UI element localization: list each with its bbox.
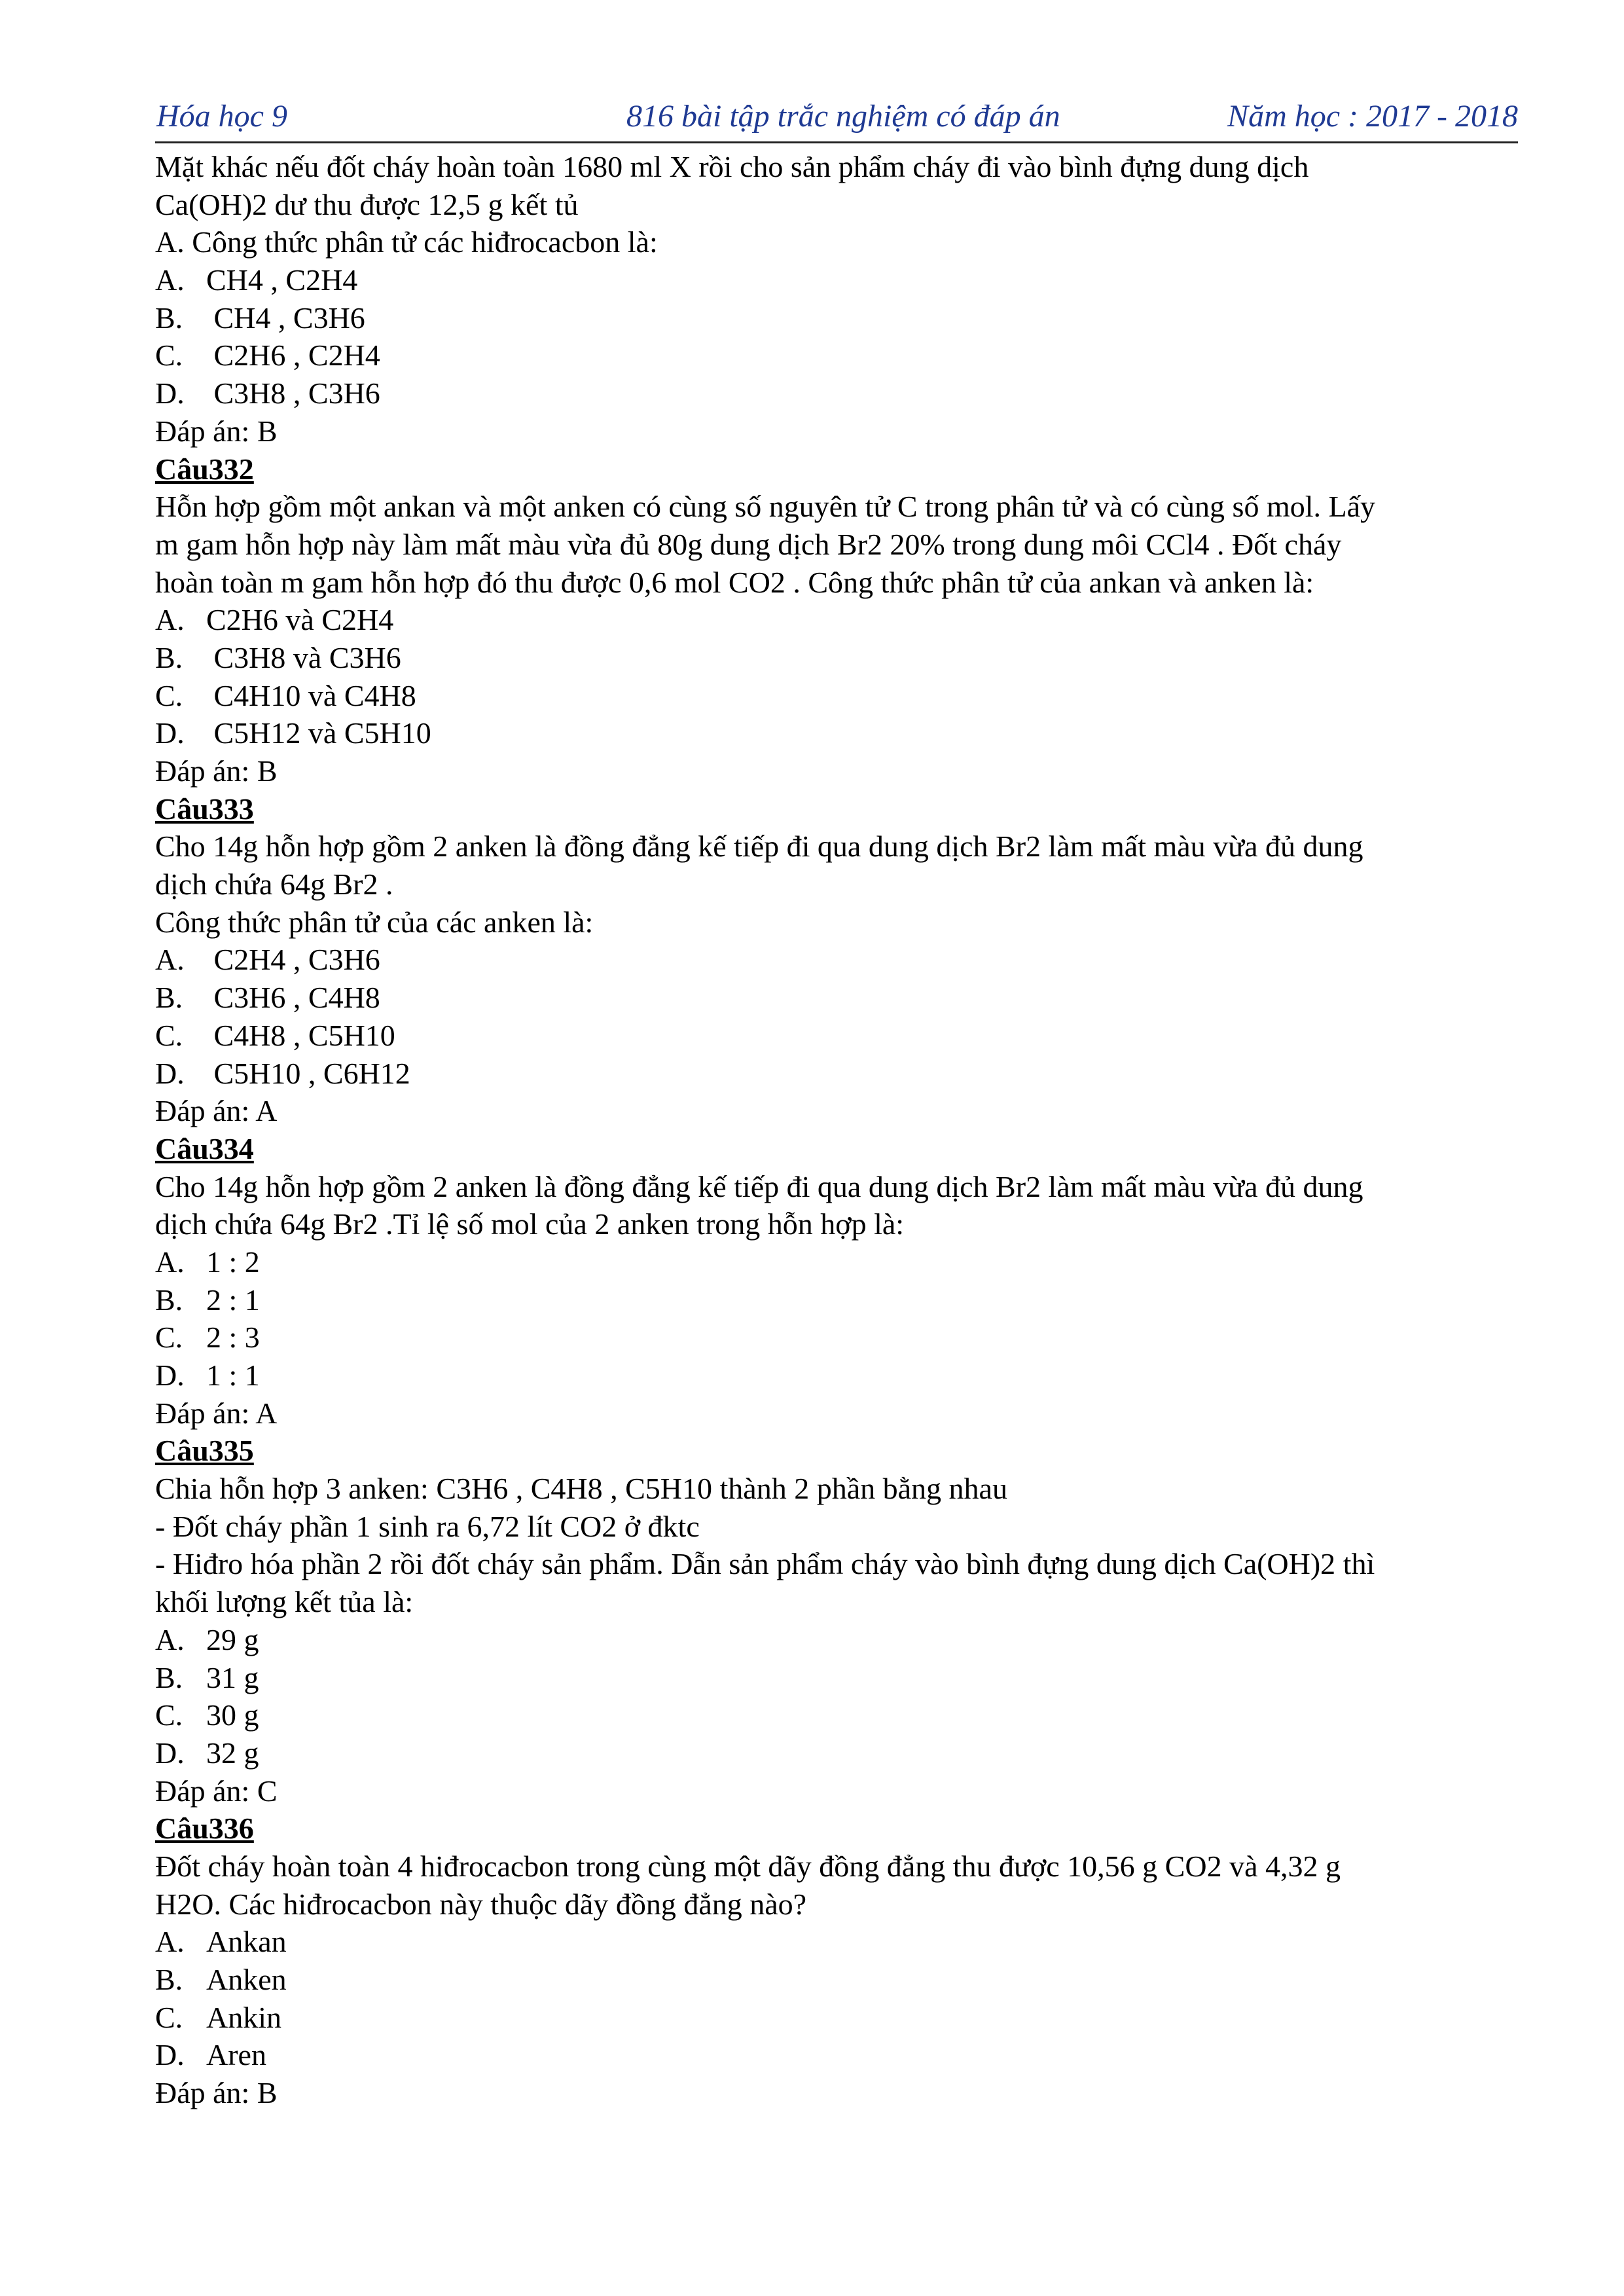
answer-option — [155, 677, 1536, 715]
answer-option — [155, 2036, 1536, 2074]
question-text-line: - Đốt cháy phần 1 sinh ra 6,72 lít CO2 ở đktc — [155, 1509, 700, 1543]
question-334 — [155, 1130, 1536, 1432]
question-335 — [155, 1432, 1536, 1810]
option-text: 29 g — [206, 1622, 259, 1656]
answer-option — [155, 1999, 1536, 2037]
question-title: Câu332 — [155, 452, 254, 486]
header-school-year: Năm học : 2017 - 2018 — [1227, 99, 1518, 134]
answer-option — [155, 1923, 1536, 1961]
answer-key: Đáp án: B — [155, 754, 278, 788]
question-continuation — [155, 148, 1536, 450]
question-text-line: H2O. Các hiđrocacbon này thuộc dãy đồng đẳng nào? — [155, 1887, 807, 1921]
option-text: C2H6 và C2H4 — [206, 603, 394, 637]
answer-option — [155, 299, 1536, 337]
option-label: B. — [155, 1660, 183, 1694]
option-text: 2 : 3 — [206, 1321, 260, 1355]
option-text: C2H6 , C2H4 — [206, 338, 380, 373]
option-text: 2 : 1 — [206, 1283, 260, 1317]
answer-key: Đáp án: B — [155, 414, 278, 448]
option-text: 1 : 1 — [206, 1358, 260, 1392]
question-text-line: Cho 14g hỗn hợp gồm 2 anken là đồng đẳng kế tiếp đi qua dung dịch Br2 làm mất màu vừa đủ dung — [155, 1169, 1363, 1203]
question-text-line: m gam hỗn hợp này làm mất màu vừa đủ 80g dung dịch Br2 20% trong dung môi CCl4 . Đốt cháy — [155, 527, 1342, 561]
option-text: 30 g — [206, 1698, 259, 1732]
header-subject: Hóa học 9 — [156, 99, 287, 134]
option-text: Ankan — [206, 1925, 287, 1959]
option-text: C2H4 , C3H6 — [206, 943, 380, 977]
option-text: C3H8 và C3H6 — [206, 640, 401, 674]
question-text-line: Mặt khác nếu đốt cháy hoàn toàn 1680 ml X rồi cho sản phẩm cháy đi vào bình đựng dung dịch — [155, 150, 1309, 183]
option-label: C. — [155, 678, 183, 712]
answer-option — [155, 261, 1536, 299]
option-label: B. — [155, 1283, 183, 1317]
option-text: CH4 , C2H4 — [206, 263, 358, 297]
answer-option — [155, 1357, 1536, 1394]
answer-option — [155, 714, 1536, 752]
page-header — [155, 92, 1518, 143]
option-label: A. — [155, 1622, 185, 1656]
answer-key: Đáp án: C — [155, 1774, 278, 1808]
option-text: Ankin — [206, 2000, 281, 2034]
answer-option — [155, 1696, 1536, 1734]
answer-key: Đáp án: A — [155, 1396, 278, 1430]
question-text-line: Công thức phân tử của các anken là: — [155, 905, 594, 939]
option-label: C. — [155, 1018, 183, 1052]
question-text-line: A. Công thức phân tử các hiđrocacbon là: — [155, 225, 658, 259]
question-text-line: Chia hỗn hợp 3 anken: C3H6 , C4H8 , C5H10 thành 2 phần bằng nhau — [155, 1472, 1007, 1506]
option-text: 31 g — [206, 1660, 259, 1694]
option-text: C4H10 và C4H8 — [206, 678, 416, 712]
option-text: 1 : 2 — [206, 1245, 260, 1279]
question-text-line: Hỗn hợp gồm một ankan và một anken có cùng số nguyên tử C trong phân tử và có cùng số mol. Lấy — [155, 490, 1376, 524]
option-text: 32 g — [206, 1736, 259, 1770]
answer-key: Đáp án: A — [155, 1094, 278, 1128]
answer-option — [155, 941, 1536, 979]
option-label: D. — [155, 2038, 185, 2072]
question-title: Câu336 — [155, 1812, 254, 1846]
answer-option — [155, 1281, 1536, 1319]
option-text: C5H12 và C5H10 — [206, 716, 431, 750]
option-label: A. — [155, 1245, 185, 1279]
question-text-line: Đốt cháy hoàn toàn 4 hiđrocacbon trong cùng một dãy đồng đẳng thu được 10,56 g CO2 và 4,32 g — [155, 1849, 1341, 1883]
answer-key: Đáp án: B — [155, 2076, 278, 2110]
option-label: C. — [155, 338, 183, 373]
header-book-title: 816 bài tập trắc nghiệm có đáp án — [626, 99, 1060, 134]
option-text: C3H8 , C3H6 — [206, 376, 380, 410]
question-text-line: dịch chứa 64g Br2 . — [155, 867, 393, 902]
option-label: B. — [155, 301, 183, 335]
answer-option — [155, 1961, 1536, 1999]
option-label: D. — [155, 716, 185, 750]
answer-option — [155, 1017, 1536, 1055]
question-text-line: hoàn toàn m gam hỗn hợp đó thu được 0,6 mol CO2 . Công thức phân tử của ankan và anken là: — [155, 565, 1314, 599]
option-text: C5H10 , C6H12 — [206, 1056, 410, 1090]
option-label: D. — [155, 1736, 185, 1770]
option-label: A. — [155, 1925, 185, 1959]
answer-option — [155, 1319, 1536, 1357]
option-label: A. — [155, 943, 185, 977]
question-title: Câu333 — [155, 792, 254, 826]
answer-option — [155, 601, 1536, 639]
option-label: D. — [155, 376, 185, 410]
answer-option — [155, 1659, 1536, 1697]
question-333 — [155, 790, 1536, 1130]
option-label: C. — [155, 2000, 183, 2034]
answer-option — [155, 639, 1536, 677]
question-title: Câu334 — [155, 1131, 254, 1165]
document-body — [155, 148, 1536, 2112]
option-label: B. — [155, 1963, 183, 1996]
option-label: B. — [155, 981, 183, 1015]
answer-option — [155, 979, 1536, 1017]
option-text: C3H6 , C4H8 — [206, 981, 380, 1015]
question-336 — [155, 1810, 1536, 2112]
question-text-line: Ca(OH)2 dư thu được 12,5 g kết tủ — [155, 187, 579, 221]
option-label: C. — [155, 1698, 183, 1732]
option-label: A. — [155, 263, 185, 297]
option-label: C. — [155, 1321, 183, 1355]
option-text: CH4 , C3H6 — [206, 301, 365, 335]
question-title: Câu335 — [155, 1434, 254, 1468]
question-text-line: dịch chứa 64g Br2 .Tỉ lệ số mol của 2 anken trong hỗn hợp là: — [155, 1207, 905, 1241]
option-text: Anken — [206, 1963, 287, 1996]
answer-option — [155, 1243, 1536, 1281]
question-332 — [155, 450, 1536, 790]
option-label: A. — [155, 603, 185, 637]
answer-option — [155, 1621, 1536, 1659]
option-label: B. — [155, 640, 183, 674]
question-text-line: Cho 14g hỗn hợp gồm 2 anken là đồng đẳng kế tiếp đi qua dung dịch Br2 làm mất màu vừa đủ dung — [155, 829, 1363, 864]
question-text-line: - Hiđro hóa phần 2 rồi đốt cháy sản phẩm. Dẫn sản phẩm cháy vào bình đựng dung dịch Ca(OH)2 thì — [155, 1547, 1375, 1581]
answer-option — [155, 1055, 1536, 1093]
option-label: D. — [155, 1358, 185, 1392]
answer-option — [155, 337, 1536, 374]
answer-option — [155, 374, 1536, 412]
option-text: Aren — [206, 2038, 266, 2072]
option-label: D. — [155, 1056, 185, 1090]
option-text: C4H8 , C5H10 — [206, 1018, 395, 1052]
answer-option — [155, 1734, 1536, 1772]
question-text-line: khối lượng kết tủa là: — [155, 1585, 414, 1619]
